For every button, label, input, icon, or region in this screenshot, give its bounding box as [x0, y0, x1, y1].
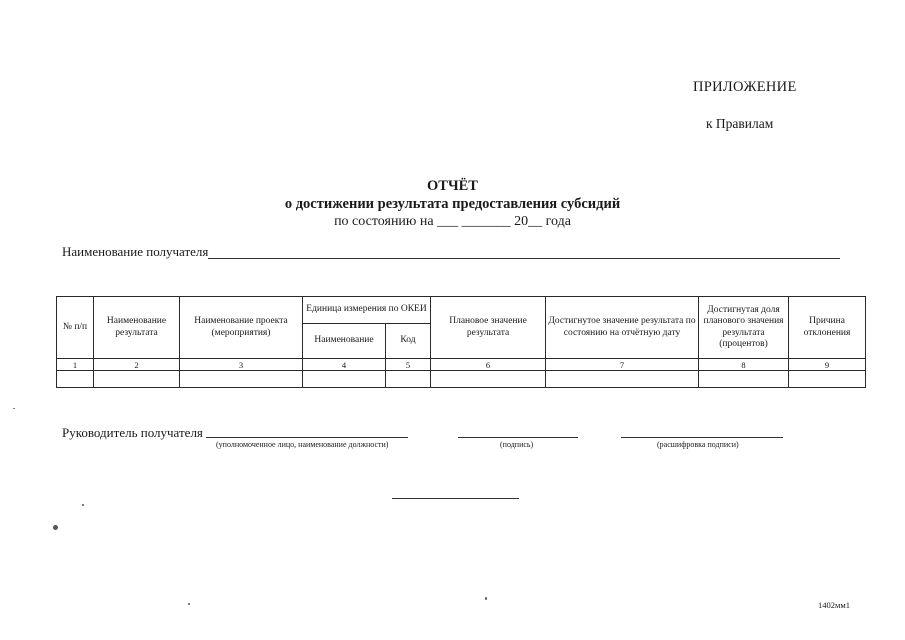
header-project-name: Наименование проекта (мероприятия): [180, 297, 303, 359]
table-cell[interactable]: [386, 371, 431, 388]
header-result-name: Наименование результата: [94, 297, 180, 359]
authorized-person-line[interactable]: [206, 437, 408, 438]
col-number: 7: [546, 359, 699, 371]
table-cell[interactable]: [699, 371, 789, 388]
signature-line[interactable]: [458, 437, 578, 438]
header-planned: Плановое значение результата: [431, 297, 546, 359]
report-date-line: по состоянию на ___ _______ 20__ года: [334, 214, 571, 229]
col-number: 8: [699, 359, 789, 371]
signature-label: Руководитель получателя: [62, 425, 203, 440]
decode-caption: (расшифровка подписи): [657, 440, 739, 449]
table-cell[interactable]: [57, 371, 94, 388]
table-cell[interactable]: [431, 371, 546, 388]
col-number: 1: [57, 359, 94, 371]
table-cell[interactable]: [303, 371, 386, 388]
column-number-row: [57, 359, 866, 371]
header-unit-name: Наименование: [303, 324, 386, 359]
scan-speck: [53, 525, 58, 530]
signature-decode-line[interactable]: [621, 437, 783, 438]
table-row: [57, 371, 866, 388]
scan-speck: [485, 597, 487, 600]
table-cell[interactable]: [789, 371, 866, 388]
appendix-title: ПРИЛОЖЕНИЕ: [693, 79, 797, 95]
recipient-line[interactable]: [208, 258, 840, 259]
sign-caption: (подпись): [500, 440, 534, 449]
appendix-subtitle: к Правилам: [706, 116, 774, 131]
header-unit-code: Код: [386, 324, 431, 359]
report-table: [56, 296, 866, 388]
col-number: 6: [431, 359, 546, 371]
report-title: ОТЧЁТ: [427, 178, 478, 194]
col-number: 9: [789, 359, 866, 371]
header-achieved: Достигнутое значение результата по состоянию на отчётную дату: [546, 297, 699, 359]
scan-speck: [188, 603, 190, 605]
scan-speck: [82, 504, 84, 506]
col-number: 4: [303, 359, 386, 371]
header-num: № п/п: [57, 297, 94, 359]
header-achieved-pct: Достигнутая доля планового значения результата (процентов): [699, 297, 789, 359]
header-reason: Причина отклонения: [789, 297, 866, 359]
scan-speck: [13, 408, 15, 409]
header-unit: Единица измерения по ОКЕИ: [303, 297, 431, 324]
col-number: 3: [180, 359, 303, 371]
col-number: 5: [386, 359, 431, 371]
table-cell[interactable]: [180, 371, 303, 388]
report-subtitle: о достижении результата предоставления субсидий: [284, 196, 621, 212]
recipient-label: Наименование получателя: [62, 244, 209, 259]
table-cell[interactable]: [94, 371, 180, 388]
table-cell[interactable]: [546, 371, 699, 388]
col-number: 2: [94, 359, 180, 371]
bottom-divider: [392, 498, 519, 499]
authorized-caption: (уполномоченное лицо, наименование должности): [216, 440, 389, 449]
document-code: 1402мм1: [818, 600, 851, 610]
